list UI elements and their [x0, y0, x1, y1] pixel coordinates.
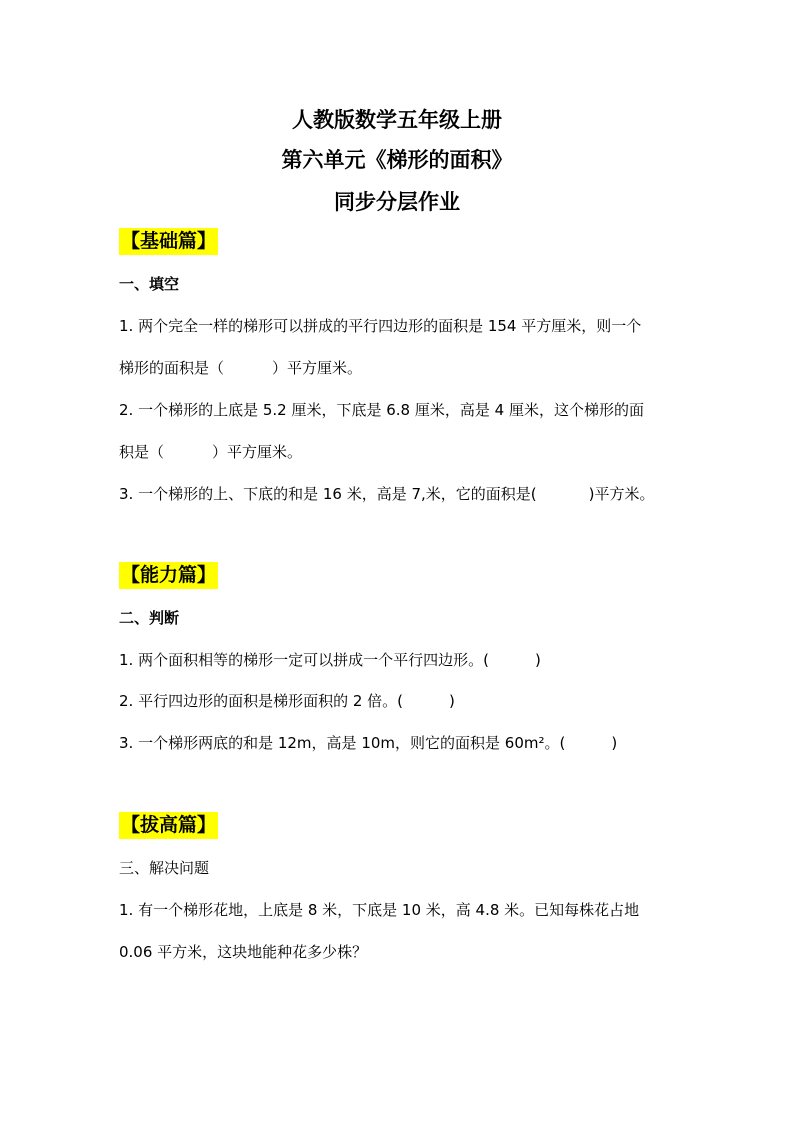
section-heading-problem-solving: 三、解决问题	[119, 859, 210, 877]
worksheet-title: 人教版数学五年级上册	[292, 108, 502, 132]
q1-text-after-blank: ）平方厘米。	[272, 359, 363, 377]
advanced-question-1-line-1: 1. 有一个梯形花地，上底是 8 米，下底是 10 米，高 4.8 米。已知每株花占地	[119, 901, 640, 919]
q3-text-after-blank: )平方米。	[588, 485, 655, 503]
basic-question-2-line-2	[119, 441, 302, 463]
section-heading-judgement: 二、判断	[119, 609, 180, 627]
section-tag-basic: 【基础篇】	[119, 228, 218, 255]
judge-3-text: 3. 一个梯形两底的和是 12m，高是 10m，则它的面积是 60m²。(	[119, 734, 566, 752]
advanced-question-1-line-2: 0.06 平方米，这块地能种花多少株？	[119, 943, 368, 961]
judge-1-close: )	[534, 651, 541, 669]
judge-2-close: )	[449, 692, 455, 710]
unit-title: 第六单元《梯形的面积》	[281, 148, 513, 172]
judge-1-text: 1. 两个面积相等的梯形一定可以拼成一个平行四边形。(	[119, 651, 489, 669]
section-tag-ability: 【能力篇】	[119, 562, 218, 589]
q3-text-before-blank: 3. 一个梯形的上、下底的和是 16 米，高是 7,米，它的面积是(	[119, 485, 537, 503]
worksheet-subtitle: 同步分层作业	[334, 190, 460, 214]
judge-3-close: )	[611, 734, 618, 752]
section-tag-advanced: 【拔高篇】	[119, 812, 218, 839]
basic-question-3	[119, 483, 655, 505]
q1-text-before-blank: 梯形的面积是（	[119, 359, 225, 377]
q2-text-before-blank: 积是（	[119, 443, 165, 461]
basic-question-1-line-2	[119, 357, 362, 379]
section-heading-fill-blank: 一、填空	[119, 275, 180, 293]
basic-question-1-line-1: 1. 两个完全一样的梯形可以拼成的平行四边形的面积是 154 平方厘米，则一个	[119, 317, 642, 335]
ability-question-2	[119, 690, 455, 712]
ability-question-1	[119, 649, 541, 671]
basic-question-2-line-1: 2. 一个梯形的上底是 5.2 厘米，下底是 6.8 厘米，高是 4 厘米，这个梯形的面	[119, 401, 644, 419]
ability-question-3	[119, 732, 617, 754]
q2-text-after-blank: ）平方厘米。	[212, 443, 303, 461]
judge-2-text: 2. 平行四边形的面积是梯形面积的 2 倍。(	[119, 692, 404, 710]
